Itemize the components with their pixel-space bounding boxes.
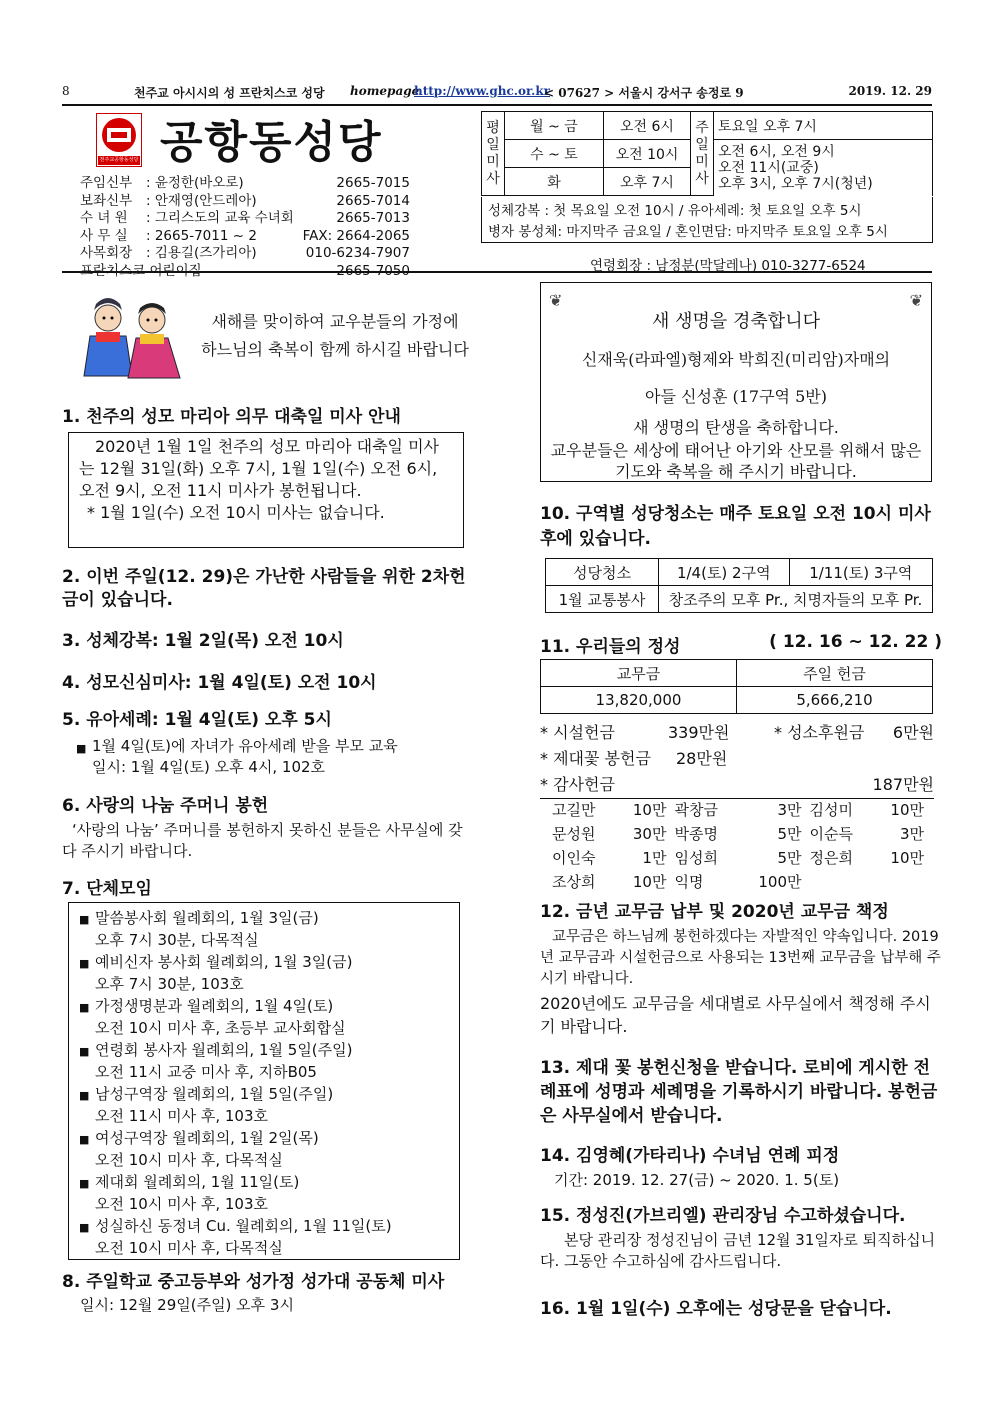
section-body: 2020년에도 교무금을 세대별로 사무실에서 책정해 주시기 바랍니다. [540, 994, 931, 1036]
staff-role: 보좌신부 [80, 192, 133, 209]
table-cell: 13,820,000 [541, 687, 737, 714]
offering-amount: 6만원 [892, 723, 934, 742]
offering-label: * 감사헌금 [540, 775, 615, 794]
donor-amount: 10만 [890, 800, 924, 819]
staff-phone: 2665-7050 [336, 262, 410, 279]
notes-line: 병자 봉성체: 마지막주 금요일 / 혼인면담: 마지막주 토요일 오후 5시 [488, 224, 888, 240]
header-line [62, 84, 932, 102]
donor-amount: 5만 [777, 848, 802, 867]
section-title: 6. 사랑의 나눔 주머니 봉헌 [62, 796, 269, 816]
offering-table [540, 659, 933, 714]
table-cell: 1/4(토) 2구역 [659, 559, 790, 586]
section-5 [62, 710, 472, 778]
offering-label: * 제대꽃 봉헌금 [540, 749, 651, 768]
donor-amount [873, 869, 928, 893]
section-13 [540, 1056, 944, 1128]
table-cell: 1월 교통봉사 [546, 586, 659, 613]
section-4 [62, 668, 472, 693]
meeting-item: ■ 제대회 월례회의, 1월 11일(토) [77, 1171, 451, 1193]
sunday-time: 토요일 오후 7시 [714, 112, 933, 140]
section-title: 14. 김영혜(가타리나) 수녀님 연례 피정 [540, 1146, 840, 1166]
staff-name: : 그리스도의 교육 수녀회 [146, 210, 294, 226]
meeting-detail: 오전 11시 교중 미사 후, 지하B05 [95, 1063, 317, 1081]
meeting-item: ■ 여성구역장 월례회의, 1월 2일(목) [77, 1127, 451, 1149]
donor-name: 문성원 [552, 824, 596, 843]
donor-name: 조상희 [552, 872, 596, 891]
congrats-child: 아들 신성훈 (17구역 5반) [645, 387, 827, 406]
section-title: 1. 천주의 성모 마리아 의무 대축일 미사 안내 [62, 407, 401, 427]
congrats-parents: 신재욱(라파엘)형제와 박희진(미리암)자매의 [581, 350, 891, 369]
staff-row [80, 175, 410, 193]
staff-row [80, 228, 410, 246]
section-title: 3. 성체강복: 1월 2일(목) 오전 10시 [62, 631, 344, 651]
meeting-detail: 오전 11시 미사 후, 103호 [95, 1107, 268, 1125]
donor-amount: 3만 [777, 800, 802, 819]
mass-schedule [481, 111, 933, 196]
donor-amount: 3만 [899, 824, 924, 843]
section-3 [62, 626, 472, 651]
meeting-detail: 오전 10시 미사 후, 초등부 교사회합실 [95, 1019, 346, 1037]
section-title-text: 11. 우리들의 정성 [540, 637, 681, 657]
donor-amount: 10만 [632, 872, 667, 891]
section-period: ( 12. 16 ~ 12. 22 ) [769, 632, 942, 652]
offering-amount: 28만원 [676, 749, 728, 768]
sunday-times [714, 140, 933, 196]
donor-amount: 10만 [890, 848, 924, 867]
staff-phone: 2665-7013 [336, 210, 410, 226]
meeting-detail: 오전 10시 미사 후, 다목적실 [95, 1151, 283, 1169]
greeting-line: 새해를 맞이하여 교우분들의 가정에 [211, 312, 459, 331]
section-note: * 1월 1일(수) 오전 10시 미사는 없습니다. [87, 503, 385, 522]
meeting-detail: 오후 7시 30분, 다목적실 [95, 931, 259, 949]
staff-phone: 2665-7015 [336, 175, 410, 191]
donor-name: 곽창금 [674, 800, 718, 819]
sunday-time: 오후 3시, 오후 7시(청년) [718, 175, 873, 192]
donor-name: 이인숙 [552, 848, 596, 867]
section-14 [540, 1146, 944, 1191]
meeting-item: ■ 연령회 봉사자 월례회의, 1월 5일(주일) [77, 1039, 451, 1061]
new-year-greeting [190, 308, 480, 364]
donor-amount: 100만 [758, 872, 802, 891]
meeting-item: ■ 남성구역장 월례회의, 1월 5일(주일) [77, 1083, 451, 1105]
staff-role: 주임신부 [80, 175, 133, 191]
staff-role: 사목회장 [80, 245, 133, 261]
donor-name [806, 869, 874, 893]
table-row [548, 869, 928, 893]
staff-list [80, 175, 410, 280]
bulletin-date: 2019. 12. 29 [848, 84, 932, 98]
donor-amount: 5만 [777, 824, 802, 843]
staff-row [80, 245, 410, 263]
weekday-day: 화 [505, 168, 604, 196]
donor-amount: 10만 [632, 800, 667, 819]
table-cell: 성당청소 [546, 559, 659, 586]
section-8 [62, 1272, 482, 1316]
table-cell: 5,666,210 [737, 687, 933, 714]
staff-role: 수 녀 원 [80, 210, 128, 226]
section-11 [540, 632, 942, 657]
meeting-item: ■ 예비신자 봉사회 월례회의, 1월 3일(금) [77, 951, 451, 973]
section-body: 기간: 2019. 12. 27(금) ~ 2020. 1. 5(토) [554, 1171, 840, 1189]
table-header: 교무금 [541, 660, 737, 687]
weekday-day: 수 ~ 토 [505, 140, 604, 168]
offering-amount: 339만원 [668, 723, 730, 742]
header-bottom-rule [62, 271, 932, 273]
donor-name: 이순득 [809, 824, 853, 843]
weekday-time: 오전 10시 [604, 140, 691, 168]
sunday-mass-label: 주 일 미 사 [691, 112, 714, 196]
section-10 [540, 502, 940, 552]
staff-name: : 김용길(즈가리아) [146, 245, 257, 261]
donor-name: 박종명 [674, 824, 718, 843]
sunday-time: 오전 11시(교중) [718, 159, 819, 176]
sacrament-notes [481, 197, 933, 243]
bullet-item: ■ 1월 4일(토)에 자녀가 유아세례 받을 부모 교육 [74, 736, 472, 757]
federation-contact: 연령회장 : 남정분(막달레나) 010-3277-6524 [590, 258, 866, 274]
group-meetings-box [68, 902, 460, 1260]
cleaning-table [545, 558, 933, 613]
staff-phone: 010-6234-7907 [305, 245, 410, 261]
staff-name: : 2665-7011 ~ 2 [146, 227, 257, 244]
section-title: 16. 1월 1일(수) 오후에는 성당문을 닫습니다. [540, 1299, 892, 1319]
staff-role: 프란치스코 어린이집 [80, 262, 202, 279]
weekday-day: 월 ~ 금 [505, 112, 604, 140]
ornament-icon: ❦ [909, 291, 923, 310]
table-row [548, 845, 928, 869]
address: < 07627 > 서울시 강서구 송정로 9 [544, 86, 744, 100]
section-body: 교무금은 하느님께 봉헌하겠다는 자발적인 약속입니다. 2019년 교무금과 시설헌금으로 사용되는 13번째 교무금을 납부해 주시기 바랍니다. [540, 929, 941, 987]
table-cell: 창조주의 모후 Pr., 치명자들의 모후 Pr. [659, 586, 933, 613]
staff-name: : 안재영(안드레아) [146, 192, 257, 209]
section-15 [540, 1206, 944, 1272]
donor-name: 임성희 [674, 848, 718, 867]
meeting-item: ■ 말씀봉사회 월례회의, 1월 3일(금) [77, 907, 451, 929]
offering-label: * 시설헌금 [540, 723, 615, 742]
section-2 [62, 566, 472, 612]
section-body: ‘사랑의 나눔’ 주머니를 봉헌하지 못하신 분들은 사무실에 갖다 주시기 바랍니다. [62, 821, 463, 860]
table-cell: 1/11(토) 3구역 [789, 559, 932, 586]
staff-row [80, 210, 410, 228]
donor-name: 김성미 [809, 800, 853, 819]
meeting-item: ■ 가정생명분과 월례회의, 1월 4일(토) [77, 995, 451, 1017]
section-body: 일시: 12월 29일(주일) 오후 3시 [80, 1296, 294, 1314]
table-row [548, 821, 928, 845]
new-year-children-illustration [76, 296, 186, 380]
section-title: 2. 이번 주일(12. 29)은 가난한 사람들을 위한 2차헌금이 있습니다. [62, 567, 466, 610]
section-1-box [68, 432, 464, 548]
weekday-mass-label: 평 일 미 사 [482, 112, 505, 196]
meeting-detail: 오전 10시 미사 후, 103호 [95, 1195, 268, 1213]
meeting-detail: 오전 10시 미사 후, 다목적실 [95, 1239, 283, 1257]
church-logo [96, 113, 142, 167]
congratulations-box [540, 282, 932, 482]
donor-name: 익명 [674, 872, 704, 891]
section-title: 4. 성모신심미사: 1월 4일(토) 오전 10시 [62, 673, 377, 693]
meeting-detail: 오후 7시 30분, 103호 [95, 975, 244, 993]
section-body: 본당 관리장 정성진님이 금년 12월 31일자로 퇴직하십니다. 그동안 수고하심에 감사드립니다. [540, 1231, 936, 1270]
page-number: 8 [62, 84, 70, 98]
section-1 [62, 402, 472, 427]
donor-name: 고길만 [552, 800, 596, 819]
section-title: 15. 정성진(가브리엘) 관리장님 수고하셨습니다. [540, 1206, 906, 1226]
section-7 [62, 874, 472, 899]
homepage-label: homepage [350, 84, 420, 98]
ornament-icon: ❦ [549, 291, 563, 310]
donor-name: 정은희 [809, 848, 853, 867]
table-row [548, 797, 928, 821]
donor-amount: 1만 [642, 848, 667, 867]
section-6 [62, 796, 472, 862]
weekday-time: 오전 6시 [604, 112, 691, 140]
thanks-offering-list [548, 797, 928, 893]
logo-text: 천주교공항동성당 [99, 157, 139, 163]
church-name: 공항동성당 [160, 117, 383, 168]
staff-role: 사 무 실 [80, 227, 128, 244]
special-offerings [540, 720, 934, 799]
section-12 [540, 902, 944, 1038]
staff-row [80, 193, 410, 211]
staff-phone: 2665-7014 [336, 192, 410, 209]
section-16 [540, 1294, 944, 1319]
congrats-line: 새 생명의 탄생을 축하합니다. [633, 418, 839, 437]
section-title: 7. 단체모임 [62, 879, 152, 899]
section-title: 8. 주일학교 중고등부와 성가정 성가대 공동체 미사 [62, 1272, 445, 1292]
notes-line: 성체강복 : 첫 목요일 오전 10시 / 유아세례: 첫 토요일 오후 5시 [488, 203, 862, 219]
section-title: 13. 제대 꽃 봉헌신청을 받습니다. 로비에 게시한 전례표에 성명과 세례명을 기록하시기 바랍니다. 봉헌금은 사무실에서 받습니다. [540, 1058, 938, 1126]
greeting-line: 하느님의 축복이 함께 하시길 바랍니다 [201, 340, 469, 359]
section-title [540, 632, 942, 657]
section-title: 12. 금년 교무금 납부 및 2020년 교무금 책정 [540, 902, 889, 922]
bullet-detail: 일시: 1월 4일(토) 오후 4시, 102호 [92, 758, 326, 776]
weekday-time: 오후 7시 [604, 168, 691, 196]
meeting-item: ■ 성실하신 동정녀 Cu. 월례회의, 1월 11일(토) [77, 1215, 451, 1237]
offering-label: * 성소후원금 [774, 723, 865, 742]
donor-amount: 30만 [632, 824, 667, 843]
sunday-time: 오전 6시, 오전 9시 [718, 143, 835, 160]
congrats-title: 새 생명을 경축합니다 [652, 311, 820, 332]
table-header: 주일 헌금 [737, 660, 933, 687]
offering-amount: 187만원 [872, 775, 934, 794]
congrats-body: 교우분들은 세상에 태어난 아기와 산모를 위해서 많은 기도와 축복을 해 주시기 바랍니다. [550, 441, 922, 481]
section-body: 2020년 1월 1일 천주의 성모 마리아 대축일 미사는 12월 31일(화) 오후 7시, 1월 1일(수) 오전 6시, 오전 9시, 오전 11시 미사가 봉헌됩니다. [79, 437, 439, 500]
section-title: 5. 유아세례: 1월 4일(토) 오후 5시 [62, 710, 332, 730]
homepage-link[interactable]: http://www.ghc.or.kr [414, 84, 550, 98]
staff-phone: FAX: 2664-2065 [302, 227, 410, 244]
staff-name: : 윤정한(바오로) [146, 175, 244, 191]
org-name: 천주교 아시시의 성 프란치스코 성당 [134, 86, 325, 100]
section-title: 10. 구역별 성당청소는 매주 토요일 오전 10시 미사 후에 있습니다. [540, 504, 931, 549]
